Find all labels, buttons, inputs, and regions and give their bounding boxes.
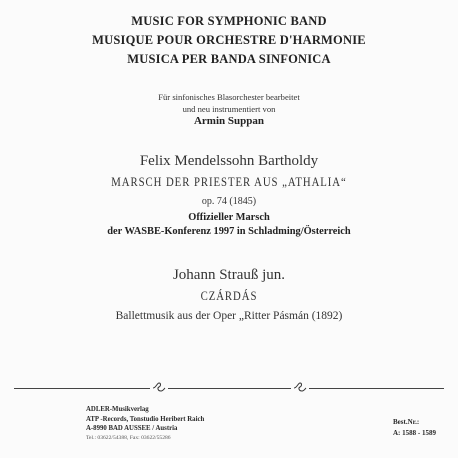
header-italian: MUSICA PER BANDA SINFONICA <box>127 52 331 66</box>
publisher-address: A-8990 BAD AUSSEE / Austria <box>86 425 178 433</box>
opus-number: op. 74 (1845) <box>201 196 257 207</box>
publisher-phone: Tel.: 03622/54388, Fax: 03622/55286 <box>86 434 171 441</box>
composer-strauss: Johann Strauß jun. <box>172 267 286 283</box>
publisher-block <box>86 405 204 443</box>
composer-mendelssohn: Felix Mendelssohn Bartholdy <box>139 153 319 169</box>
header-french: MUSIQUE POUR ORCHESTRE D'HARMONIE <box>92 33 366 47</box>
ornamental-rule-right <box>309 388 444 389</box>
order-number-label: Best.Nr.: <box>393 418 420 426</box>
piece-title-athalia: MARSCH DER PRIESTER AUS „ATHALIA“ <box>111 175 347 189</box>
header-english: MUSIC FOR SYMPHONIC BAND <box>131 14 327 28</box>
order-number-block <box>393 417 436 439</box>
arranger-name: Armin Suppan <box>193 115 264 127</box>
publisher-name: ADLER-Musikverlag <box>86 406 149 413</box>
flourish-icon-left <box>152 381 166 393</box>
wasbe-conference-note: der WASBE-Konferenz 1997 in Schladming/Österreich <box>107 226 351 237</box>
ballet-music-subtitle: Ballettmusik aus der Oper „Ritter Pásmán (1892) <box>115 310 343 322</box>
official-march-note: Offizieller Marsch <box>188 212 270 223</box>
arrangement-line-2: und neu instrumentiert von <box>182 104 276 114</box>
piece-title-czardas: CZÁRDÁS <box>200 289 258 303</box>
flourish-icon-right <box>293 381 307 393</box>
ornamental-rule-left <box>14 388 150 389</box>
ornamental-rule-center <box>168 388 291 389</box>
order-number-value: A: 1588 - 1589 <box>393 429 436 437</box>
record-studio: ATP -Records, Tonstudio Heribert Raich <box>86 415 205 423</box>
arrangement-line-1: Für sinfonisches Blasorchester bearbeitet <box>158 92 300 102</box>
